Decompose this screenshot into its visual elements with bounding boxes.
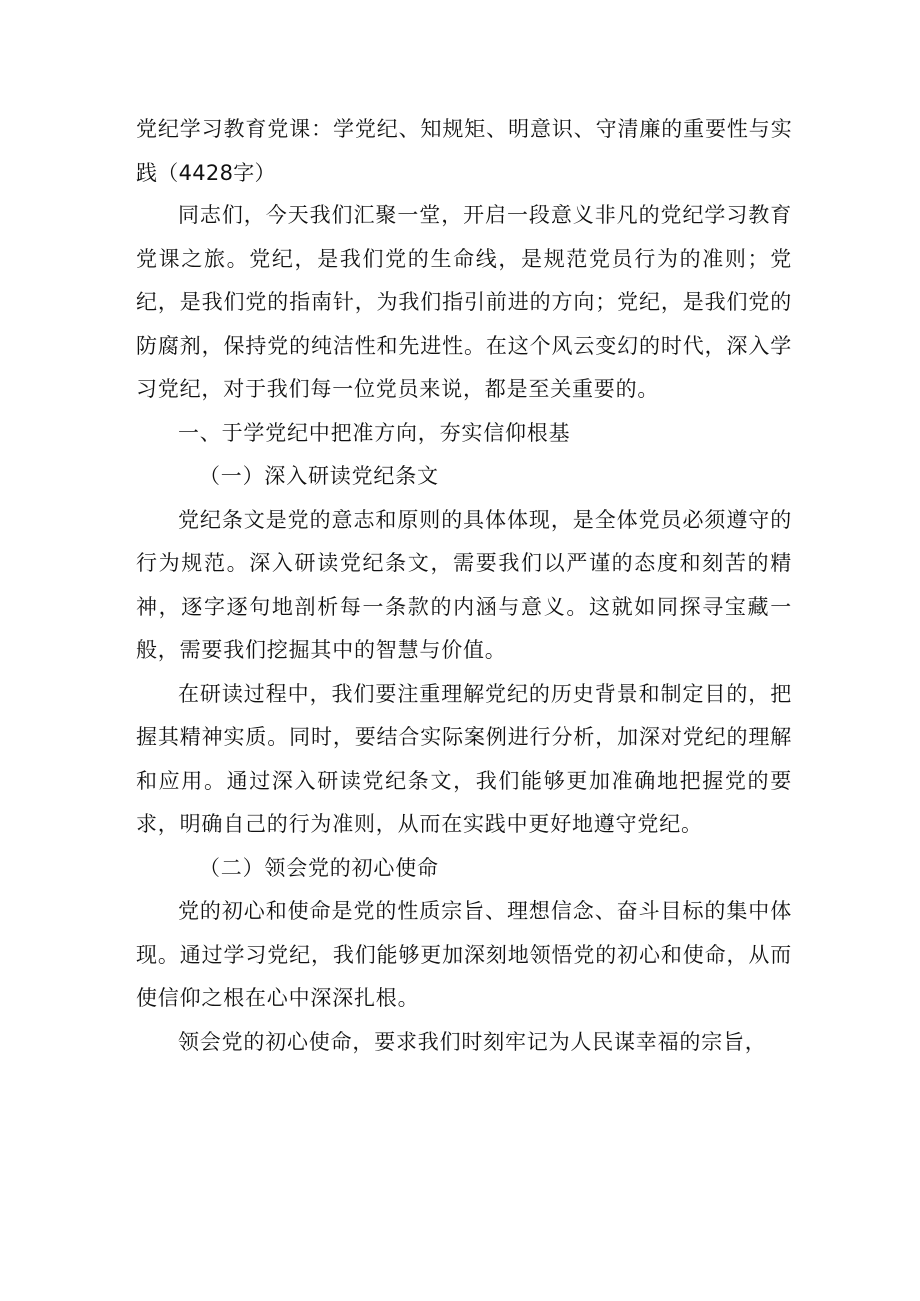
intro-paragraph: 同志们，今天我们汇聚一堂，开启一段意义非凡的党纪学习教育党课之旅。党纪，是我们党的生命线，是规范党员行为的准则；党纪，是我们党的指南针，为我们指引前进的方向；党纪，是我们党的防腐剂，保持党的纯洁性和先进性。在这个风云变幻的时代，深入学习党纪，对于我们每一位党员来说，都是至关重要的。 (136, 203, 792, 401)
body-paragraph: 党纪条文是党的意志和原则的具体体现，是全体党员必须遵守的行为规范。深入研读党纪条文，需要我们以严谨的态度和刻苦的精神，逐字逐句地剖析每一条款的内涵与意义。这就如同探寻宝藏一般，需要我们挖掘其中的智慧与价值。 (136, 507, 792, 662)
document-body (136, 194, 792, 1064)
subsection-heading-1: （一）深入研读党纪条文 (199, 464, 439, 488)
body-paragraph: 党的初心和使命是党的性质宗旨、理想信念、奋斗目标的集中体现。通过学习党纪，我们能够更加深刻地领悟党的初心和使命，从而使信仰之根在心中深深扎根。 (136, 899, 792, 1010)
section-heading-1: 一、于学党纪中把准方向，夯实信仰根基 (178, 420, 571, 445)
body-paragraph: 领会党的初心使命，要求我们时刻牢记为人民谋幸福的宗旨， (178, 1029, 767, 1054)
document-title: 党纪学习教育党课：学党纪、知规矩、明意识、守清廉的重要性与实践（4428字） (136, 117, 792, 185)
subsection-heading-2: （二）领会党的初心使命 (199, 855, 439, 880)
body-paragraph: 在研读过程中，我们要注重理解党纪的历史背景和制定目的，把握其精神实质。同时，要结合实际案例进行分析，加深对党纪的理解和应用。通过深入研读党纪条文，我们能够更加准确地把握党的要求，明确自己的行为准则，从而在实践中更好地遵守党纪。 (136, 681, 792, 836)
